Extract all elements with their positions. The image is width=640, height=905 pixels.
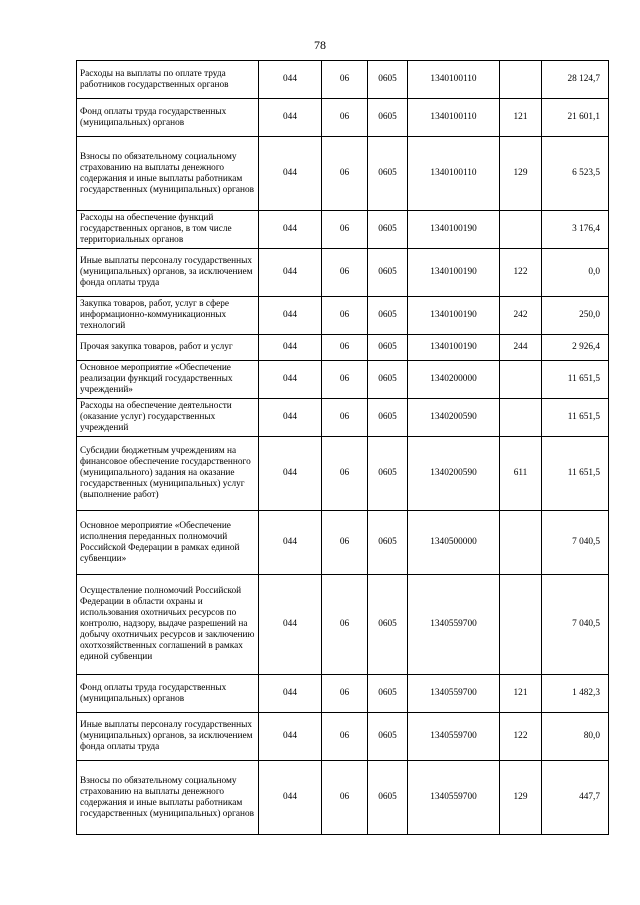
cell-section: 06 xyxy=(322,99,368,137)
cell-ministry: 044 xyxy=(259,61,322,99)
cell-section: 06 xyxy=(322,297,368,335)
cell-expense-type xyxy=(500,399,542,437)
table-row xyxy=(77,335,609,361)
cell-expense-type xyxy=(500,511,542,575)
cell-amount: 2 926,4 xyxy=(542,335,609,361)
cell-section: 06 xyxy=(322,761,368,835)
cell-ministry: 044 xyxy=(259,675,322,713)
cell-name: Фонд оплаты труда государственных (муниципальных) органов xyxy=(77,99,259,137)
table-row xyxy=(77,511,609,575)
cell-name: Иные выплаты персоналу государственных (муниципальных) органов, за исключением фонда оплаты труда xyxy=(77,713,259,761)
cell-section: 06 xyxy=(322,249,368,297)
table-row xyxy=(77,361,609,399)
cell-amount: 0,0 xyxy=(542,249,609,297)
cell-section: 06 xyxy=(322,511,368,575)
table-row xyxy=(77,437,609,511)
cell-ministry: 044 xyxy=(259,761,322,835)
cell-expense-type: 611 xyxy=(500,437,542,511)
cell-expense-type: 122 xyxy=(500,249,542,297)
cell-target-article: 1340100190 xyxy=(408,249,500,297)
cell-target-article: 1340559700 xyxy=(408,575,500,675)
cell-subsection: 0605 xyxy=(368,99,408,137)
cell-amount: 1 482,3 xyxy=(542,675,609,713)
cell-amount: 7 040,5 xyxy=(542,511,609,575)
cell-amount: 250,0 xyxy=(542,297,609,335)
cell-section: 06 xyxy=(322,675,368,713)
cell-ministry: 044 xyxy=(259,361,322,399)
cell-expense-type: 242 xyxy=(500,297,542,335)
cell-ministry: 044 xyxy=(259,297,322,335)
cell-ministry: 044 xyxy=(259,137,322,211)
cell-subsection: 0605 xyxy=(368,335,408,361)
cell-ministry: 044 xyxy=(259,437,322,511)
page-number: 78 xyxy=(314,38,326,52)
cell-expense-type xyxy=(500,61,542,99)
table-row xyxy=(77,99,609,137)
cell-ministry: 044 xyxy=(259,335,322,361)
cell-ministry: 044 xyxy=(259,249,322,297)
cell-section: 06 xyxy=(322,399,368,437)
cell-section: 06 xyxy=(322,61,368,99)
cell-subsection: 0605 xyxy=(368,211,408,249)
table-row xyxy=(77,61,609,99)
cell-target-article: 1340100190 xyxy=(408,297,500,335)
cell-name: Расходы на выплаты по оплате труда работников государственных органов xyxy=(77,61,259,99)
cell-name: Взносы по обязательному социальному страхованию на выплаты денежного содержания и иные выплаты работникам государственных (муниципальных) органов xyxy=(77,761,259,835)
cell-section: 06 xyxy=(322,335,368,361)
cell-target-article: 1340500000 xyxy=(408,511,500,575)
cell-name: Взносы по обязательному социальному страхованию на выплаты денежного содержания и иные выплаты работникам государственных (муниципальных) органов xyxy=(77,137,259,211)
cell-ministry: 044 xyxy=(259,575,322,675)
cell-amount: 11 651,5 xyxy=(542,361,609,399)
cell-subsection: 0605 xyxy=(368,675,408,713)
cell-name: Прочая закупка товаров, работ и услуг xyxy=(77,335,259,361)
cell-name: Основное мероприятие «Обеспечение исполнения переданных полномочий Российской Федерации в рамках единой субвенции» xyxy=(77,511,259,575)
cell-expense-type xyxy=(500,211,542,249)
cell-subsection: 0605 xyxy=(368,61,408,99)
cell-ministry: 044 xyxy=(259,713,322,761)
cell-ministry: 044 xyxy=(259,511,322,575)
cell-expense-type xyxy=(500,575,542,675)
cell-target-article: 1340200000 xyxy=(408,361,500,399)
cell-subsection: 0605 xyxy=(368,137,408,211)
cell-expense-type: 121 xyxy=(500,99,542,137)
cell-expense-type: 244 xyxy=(500,335,542,361)
table-row xyxy=(77,137,609,211)
cell-name: Осуществление полномочий Российской Федерации в области охраны и использования охотничьих ресурсов по контролю, надзору, выдаче разрешений на добычу охотничьих ресурсов и заключению охотхозяйственных соглашений в рамках единой субвенции xyxy=(77,575,259,675)
cell-section: 06 xyxy=(322,713,368,761)
cell-target-article: 1340100110 xyxy=(408,137,500,211)
cell-expense-type xyxy=(500,361,542,399)
cell-target-article: 1340559700 xyxy=(408,761,500,835)
cell-amount: 7 040,5 xyxy=(542,575,609,675)
cell-target-article: 1340559700 xyxy=(408,713,500,761)
cell-expense-type: 129 xyxy=(500,761,542,835)
cell-target-article: 1340100110 xyxy=(408,99,500,137)
cell-expense-type: 129 xyxy=(500,137,542,211)
cell-amount: 447,7 xyxy=(542,761,609,835)
cell-ministry: 044 xyxy=(259,399,322,437)
cell-name: Иные выплаты персоналу государственных (муниципальных) органов, за исключением фонда оплаты труда xyxy=(77,249,259,297)
cell-amount: 80,0 xyxy=(542,713,609,761)
budget-table-body xyxy=(77,61,609,835)
cell-target-article: 1340200590 xyxy=(408,437,500,511)
cell-section: 06 xyxy=(322,437,368,511)
cell-target-article: 1340200590 xyxy=(408,399,500,437)
cell-amount: 11 651,5 xyxy=(542,399,609,437)
cell-name: Закупка товаров, работ, услуг в сфере информационно-коммуникационных технологий xyxy=(77,297,259,335)
table-row xyxy=(77,249,609,297)
cell-amount: 28 124,7 xyxy=(542,61,609,99)
cell-target-article: 1340100190 xyxy=(408,211,500,249)
cell-subsection: 0605 xyxy=(368,511,408,575)
cell-name: Основное мероприятие «Обеспечение реализации функций государственных учреждений» xyxy=(77,361,259,399)
cell-name: Фонд оплаты труда государственных (муниципальных) органов xyxy=(77,675,259,713)
cell-section: 06 xyxy=(322,211,368,249)
cell-ministry: 044 xyxy=(259,211,322,249)
cell-subsection: 0605 xyxy=(368,713,408,761)
table-row xyxy=(77,761,609,835)
cell-subsection: 0605 xyxy=(368,297,408,335)
cell-amount: 6 523,5 xyxy=(542,137,609,211)
cell-subsection: 0605 xyxy=(368,437,408,511)
cell-name: Субсидии бюджетным учреждениям на финансовое обеспечение государственного (муниципального) задания на оказание государственных (муниципальных) услуг (выполнение работ) xyxy=(77,437,259,511)
table-row xyxy=(77,399,609,437)
cell-name: Расходы на обеспечение деятельности (оказание услуг) государственных учреждений xyxy=(77,399,259,437)
cell-amount: 3 176,4 xyxy=(542,211,609,249)
cell-expense-type: 121 xyxy=(500,675,542,713)
cell-subsection: 0605 xyxy=(368,249,408,297)
table-row xyxy=(77,713,609,761)
cell-section: 06 xyxy=(322,575,368,675)
cell-target-article: 1340100110 xyxy=(408,61,500,99)
cell-subsection: 0605 xyxy=(368,575,408,675)
table-row xyxy=(77,211,609,249)
cell-amount: 21 601,1 xyxy=(542,99,609,137)
cell-amount: 11 651,5 xyxy=(542,437,609,511)
cell-expense-type: 122 xyxy=(500,713,542,761)
cell-target-article: 1340100190 xyxy=(408,335,500,361)
cell-target-article: 1340559700 xyxy=(408,675,500,713)
cell-name: Расходы на обеспечение функций государственных органов, в том числе территориальных органов xyxy=(77,211,259,249)
cell-section: 06 xyxy=(322,137,368,211)
cell-section: 06 xyxy=(322,361,368,399)
cell-subsection: 0605 xyxy=(368,361,408,399)
table-row xyxy=(77,675,609,713)
cell-ministry: 044 xyxy=(259,99,322,137)
table-row xyxy=(77,297,609,335)
budget-table xyxy=(76,60,609,835)
cell-subsection: 0605 xyxy=(368,761,408,835)
cell-subsection: 0605 xyxy=(368,399,408,437)
table-row xyxy=(77,575,609,675)
